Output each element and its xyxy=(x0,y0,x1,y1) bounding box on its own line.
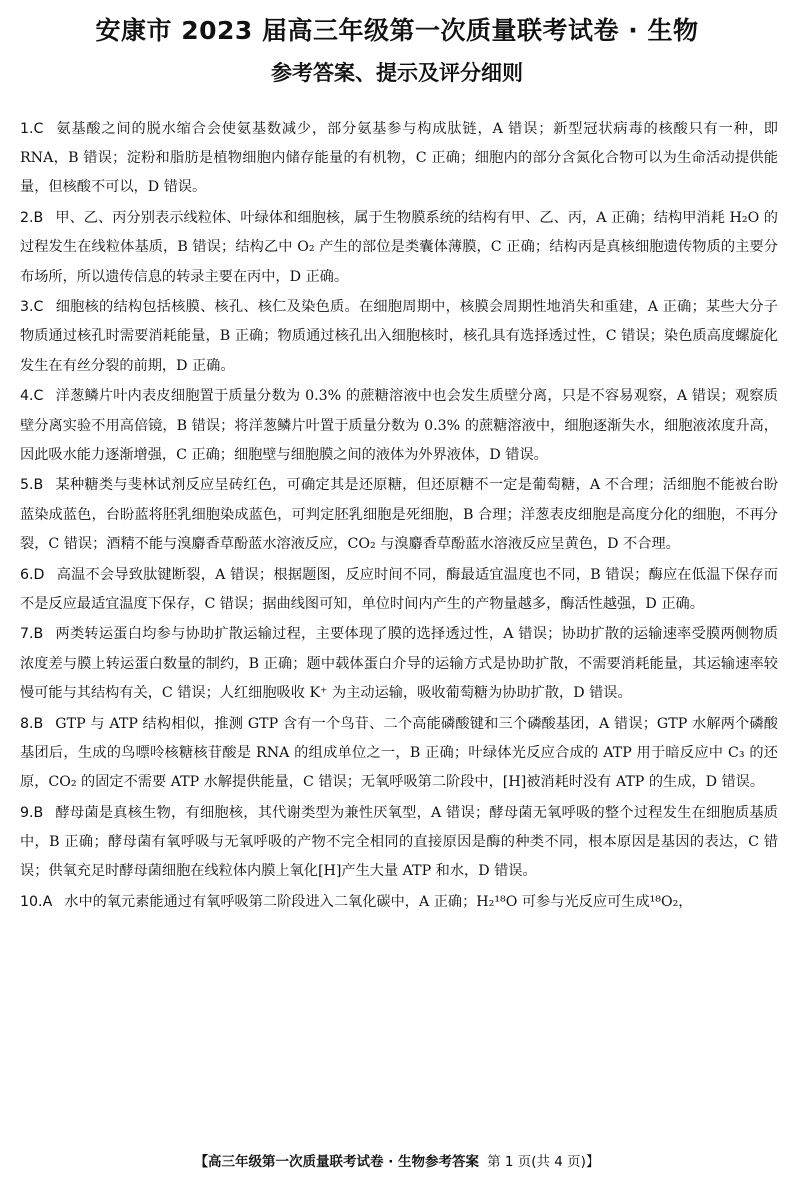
answer-item-4 xyxy=(20,382,778,470)
answer-item-2 xyxy=(20,204,778,292)
answer-explanation: 高温不会导致肽键断裂，A 错误；根据题图，反应时间不同，酶最适宜温度也不同，B 错误；酶应在低温下保存而不是反应最适宜温度下保存，C 错误；据曲线图可知，单位时间内产生的产物量越多，酶活性越强，D 正确。 xyxy=(20,566,778,612)
answer-number: 5. xyxy=(20,477,34,494)
answer-number: 8. xyxy=(20,715,34,732)
page-footer xyxy=(0,1152,794,1172)
answer-number: 9. xyxy=(20,804,34,821)
answer-number: 2. xyxy=(20,210,34,227)
answer-number: 4. xyxy=(20,388,34,405)
answer-number: 3. xyxy=(20,299,34,316)
answer-item-10 xyxy=(20,888,778,917)
answer-number: 1. xyxy=(20,121,34,137)
answer-explanation: 细胞核的结构包括核膜、核孔、核仁及染色质。在细胞周期中，核膜会周期性地消失和重建，A 正确；某些大分子物质通过核孔时需要消耗能量，B 正确；物质通过核孔出入细胞核时，核孔具有选择透过性，C 错误；染色质高度螺旋化发生在有丝分裂的前期，D 正确。 xyxy=(20,299,778,374)
answer-item-7 xyxy=(20,620,778,708)
answer-explanation: 洋葱鳞片叶内表皮细胞置于质量分数为 0.3% 的蔗糖溶液中也会发生质壁分离，只是不容易观察，A 错误；观察质壁分离实验不用高倍镜，B 错误；将洋葱鳞片叶置于质量分数为 0.3% 的蔗糖溶液中，细胞逐渐失水，细胞液浓度升高，因此吸水能力逐渐增强，C 正确；细胞壁与细胞膜之间的液体为外界液体，D 错误。 xyxy=(20,388,778,463)
answer-explanation: 某种糖类与斐林试剂反应呈砖红色，可确定其是还原糖，但还原糖不一定是葡萄糖，A 不合理；活细胞不能被台盼蓝染成蓝色，台盼蓝将胚乳细胞染成蓝色，可判定胚乳细胞是死细胞，B 合理；洋葱表皮细胞是高度分化的细胞，不再分裂，C 错误；酒精不能与溴麝香草酚蓝水溶液反应，CO₂ 与溴麝香草酚蓝水溶液反应呈黄色，D 不合理。 xyxy=(20,477,778,552)
answer-item-5 xyxy=(20,471,778,559)
answer-number: 7. xyxy=(20,626,34,643)
answer-key: B xyxy=(33,715,44,732)
answer-explanation: 两类转运蛋白均参与协助扩散运输过程，主要体现了膜的选择透过性，A 错误；协助扩散的运输速率受膜两侧物质浓度差与膜上转运蛋白数量的制约，B 正确；题中载体蛋白介导的运输方式是协助扩散，不需要消耗能量，其运输速率较慢可能与其结构有关，C 错误；人红细胞吸收 K⁺ 为主动运输，吸收葡萄糖为协助扩散，D 错误。 xyxy=(20,626,778,701)
footer-label: 【高三年级第一次质量联考试卷 · 生物参考答案 xyxy=(194,1154,480,1170)
answer-item-9 xyxy=(20,799,778,887)
answer-key: B xyxy=(33,477,44,494)
page-number: 第 1 页(共 4 页)】 xyxy=(487,1154,600,1170)
answer-key: C xyxy=(33,299,44,316)
answer-item-1 xyxy=(20,115,778,203)
answer-explanation: 水中的氧元素能通过有氧呼吸第二阶段进入二氧化碳中，A 正确；H₂¹⁸O 可参与光反应可生成¹⁸O₂， xyxy=(64,893,693,910)
answer-item-3 xyxy=(20,293,778,381)
answers-list xyxy=(20,115,778,918)
answer-explanation: 酵母菌是真核生物，有细胞核，其代谢类型为兼性厌氧型，A 错误；酵母菌无氧呼吸的整个过程发生在细胞质基质中，B 正确；酵母菌有氧呼吸与无氧呼吸的产物不完全相同的直接原因是酶的种类不同，根本原因是基因的表达，C 错误；供氧充足时酵母菌细胞在线粒体内膜上氧化[H]产生大量 ATP 和水，D 错误。 xyxy=(20,804,778,880)
answer-item-6 xyxy=(20,561,778,619)
answer-explanation: 甲、乙、丙分别表示线粒体、叶绿体和细胞核，属于生物膜系统的结构有甲、乙、丙，A 正确；结构甲消耗 H₂O 的过程发生在线粒体基质，B 错误；结构乙中 O₂ 产生的部位是类囊体薄膜，C 正确；结构丙是真核细胞遗传物质的主要分布场所，所以遗传信息的转录主要在丙中，D 正确。 xyxy=(20,210,778,285)
document-subtitle: 参考答案、提示及评分细则 xyxy=(271,61,523,85)
answer-number: 10. xyxy=(20,893,43,910)
answer-explanation: 氨基酸之间的脱水缩合会使氨基数减少，部分氨基参与构成肽链，A 错误；新型冠状病毒的核酸只有一种，即 RNA，B 错误；淀粉和脂肪是植物细胞内储存能量的有机物，C 正确；细胞内的部分含氮化合物可以为生命活动提供能量，但核酸不可以，D 错误。 xyxy=(20,121,778,196)
answer-key: D xyxy=(33,566,45,583)
answer-key: B xyxy=(33,210,44,227)
answer-item-8 xyxy=(20,710,778,798)
answer-key: C xyxy=(33,388,44,405)
answer-key: B xyxy=(33,626,44,643)
answer-key: C xyxy=(33,121,44,137)
answer-number: 6. xyxy=(20,566,34,583)
answer-key: A xyxy=(42,893,53,910)
answer-key: B xyxy=(33,804,44,821)
document-title: 安康市 2023 届高三年级第一次质量联考试卷 · 生物 xyxy=(95,16,699,45)
answer-explanation: GTP 与 ATP 结构相似，推测 GTP 含有一个鸟苷、二个高能磷酸键和三个磷酸基团，A 错误；GTP 水解两个磷酸基团后，生成的鸟嘌呤核糖核苷酸是 RNA 的组成单位之一，B 正确；叶绿体光反应合成的 ATP 用于暗反应中 C₃ 的还原，CO₂ 的固定不需要 ATP 水解提供能量，C 错误；无氧呼吸第二阶段中，[H]被消耗时没有 ATP 的生成，D 错误。 xyxy=(20,715,778,790)
